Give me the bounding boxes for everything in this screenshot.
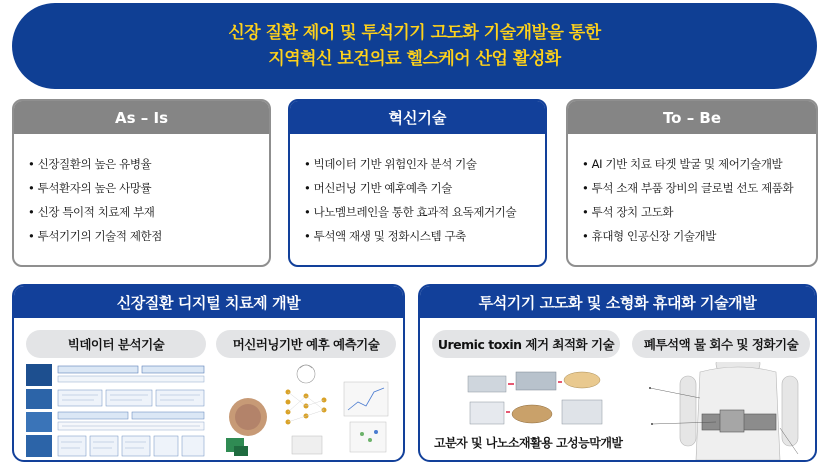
list-item: • 머신러닝 기반 예후예측 기술: [304, 176, 545, 200]
bigdata-flowchart-image: [24, 362, 210, 460]
membrane-caption: 고분자 및 나노소재활용 고성능막개발: [434, 436, 623, 450]
to-be-title: To – Be: [568, 101, 816, 134]
list-item: • 투석 소재 부품 장비의 글로벌 선도 제품화: [582, 176, 816, 200]
list-item: • 투석기기의 기술적 제한점: [28, 224, 269, 248]
list-item: • 투석환자의 높은 사망률: [28, 176, 269, 200]
bigdata-label: 빅데이터 분석기술: [26, 330, 206, 358]
list-item: • 신장 특이적 치료제 부재: [28, 200, 269, 224]
title-banner: [12, 3, 817, 89]
innovation-title: 혁신기술: [290, 101, 545, 134]
innovation-list: [290, 134, 545, 248]
dialysate-recovery-label: 폐투석액 물 회수 및 정화기술: [632, 330, 810, 358]
digital-therapeutics-title: 신장질환 디지털 치료제 개발: [14, 286, 403, 318]
as-is-list: [14, 134, 269, 248]
as-is-card: [12, 99, 271, 267]
list-item: • 휴대형 인공신장 기술개발: [582, 224, 816, 248]
as-is-title: As – Is: [14, 101, 269, 134]
innovation-card: [288, 99, 547, 267]
list-item: • 투석액 재생 및 정화시스템 구축: [304, 224, 545, 248]
list-item: • 투석 장치 고도화: [582, 200, 816, 224]
dialysis-device-panel: [418, 284, 817, 462]
list-item: • AI 기반 치료 타겟 발굴 및 제어기술개발: [582, 152, 816, 176]
banner-title-line-1: 신장 질환 제어 및 투석기기 고도화 기술개발을 통한: [228, 23, 601, 43]
list-item: • 빅데이터 기반 위험인자 분석 기술: [304, 152, 545, 176]
wearable-kidney-image: [630, 362, 810, 460]
ml-prognosis-image: [218, 362, 398, 460]
digital-therapeutics-panel: [12, 284, 405, 462]
to-be-list: [568, 134, 816, 248]
dialysis-device-title: 투석기기 고도화 및 소형화 휴대화 기술개발: [420, 286, 815, 318]
banner-title-line-2: 지역혁신 보건의료 헬스케어 산업 활성화: [268, 49, 561, 69]
membrane-process-image: [462, 362, 608, 430]
uremic-toxin-label: Uremic toxin 제거 최적화 기술: [432, 330, 620, 358]
list-item: • 신장질환의 높은 유병율: [28, 152, 269, 176]
ml-prognosis-label: 머신러닝기반 예후 예측기술: [216, 330, 396, 358]
to-be-card: [566, 99, 818, 267]
list-item: • 나노멤브레인을 통한 효과적 요독제거기술: [304, 200, 545, 224]
